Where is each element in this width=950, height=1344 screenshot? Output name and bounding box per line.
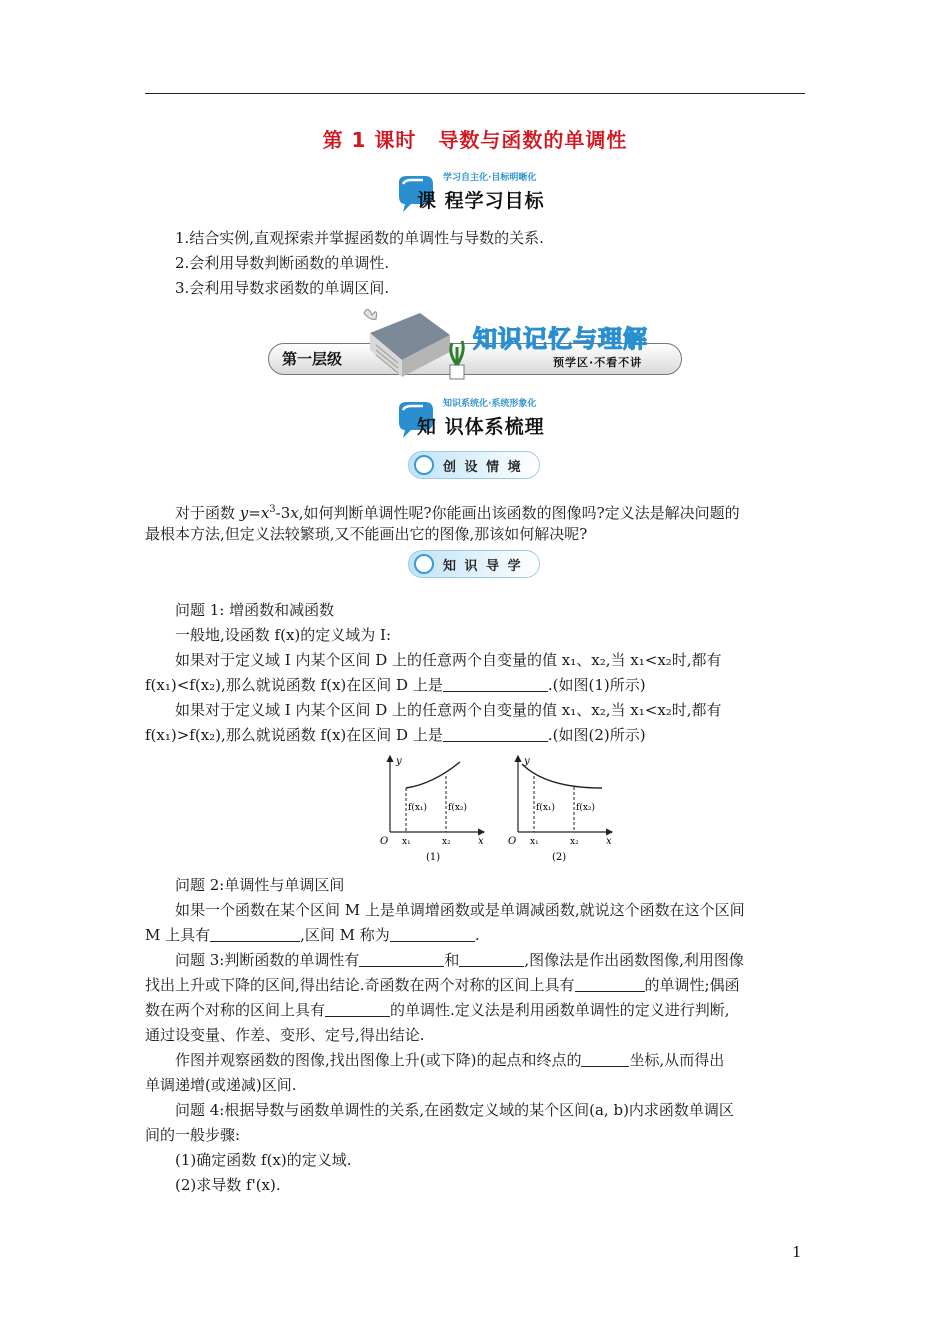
- level-label: 第一层级: [282, 350, 343, 368]
- label-x2: x₂: [442, 837, 451, 847]
- label-fx2: f(x₂): [576, 803, 596, 813]
- q3-line-6: 单调递增(或递减)区间.: [145, 1076, 297, 1094]
- q1-inc-line-2: f(x₁)<f(x₂),那么就说函数 f(x)在区间 D 上是 .(如图(1)所示): [145, 676, 646, 694]
- label-y: y: [524, 756, 530, 767]
- q2-title: 问题 2:单调性与单调区间: [175, 876, 345, 894]
- objectives-tagline: 学习自主化·目标明晰化: [443, 173, 537, 183]
- knowledge-heading: 知 识体系梳理: [417, 416, 545, 438]
- page-number: 1: [792, 1243, 802, 1261]
- blank-coordinate[interactable]: [581, 1051, 629, 1067]
- level-banner: [268, 305, 688, 385]
- objective-3: 3.会利用导数求函数的单调区间.: [175, 279, 390, 297]
- figure-decreasing: [506, 752, 616, 862]
- book-illustration-icon: [350, 305, 475, 385]
- q1-dec-line-1: 如果对于定义域 I 内某个区间 D 上的任意两个自变量的值 x₁、x₂,当 x₁<x₂时,都有: [175, 701, 722, 719]
- q1-inc-line-1: 如果对于定义域 I 内某个区间 D 上的任意两个自变量的值 x₁、x₂,当 x₁<x₂时,都有: [175, 651, 722, 669]
- section-guide-pill: [408, 550, 540, 578]
- blank-monotonicity[interactable]: [210, 926, 300, 942]
- header-rule: [145, 93, 805, 94]
- label-fx2: f(x₂): [448, 803, 468, 813]
- q2-line-1: 如果一个函数在某个区间 M 上是单调增函数或是单调减函数,就说这个函数在这个区间: [175, 901, 745, 919]
- section-scene-pill: [408, 451, 540, 479]
- blank-decreasing[interactable]: [443, 726, 548, 742]
- scene-line-1: 对于函数 $y=x^3-3x$,如何判断单调性呢?你能画出该函数的图像吗?定义法是解决问题的: [175, 504, 740, 522]
- label-x: x: [606, 836, 612, 847]
- title-lesson: 第 1 课时: [322, 128, 417, 152]
- section-guide-label: 知 识 导 学: [443, 559, 523, 574]
- blank-monotonic-interval[interactable]: [390, 926, 475, 942]
- objective-2: 2.会利用导数判断函数的单调性.: [175, 254, 390, 272]
- q3-line-5: 作图并观察函数的图像,找出图像上升(或下降)的起点和终点的 坐标,从而得出: [175, 1051, 725, 1069]
- blank-even-function[interactable]: [325, 1001, 390, 1017]
- label-fx1: f(x₁): [408, 803, 428, 813]
- q3-line-3: 数在两个对称的区间上具有 的单调性.定义法是利用函数单调性的定义进行判断,: [145, 1001, 730, 1019]
- q4-line-1: 问题 4:根据导数与函数单调性的关系,在函数定义域的某个区间(a, b)内求函数单调区: [175, 1101, 734, 1119]
- blank-method-1[interactable]: [359, 951, 444, 967]
- blank-odd-function[interactable]: [575, 976, 645, 992]
- objective-1: 1.结合实例,直观探索并掌握函数的单调性与导数的关系.: [175, 229, 544, 247]
- blank-increasing[interactable]: [443, 676, 548, 692]
- label-x: x: [478, 836, 484, 847]
- title-topic: 导数与函数的单调性: [438, 128, 628, 152]
- q1-dec-line-2: f(x₁)>f(x₂),那么就说函数 f(x)在区间 D 上是 .(如图(2)所示): [145, 726, 646, 744]
- q3-line-1: 问题 3:判断函数的单调性有 和 ,图像法是作出函数图像,利用图像: [175, 951, 744, 969]
- label-x1: x₁: [530, 837, 539, 847]
- figure-increasing: [378, 752, 488, 862]
- level-heading: 知识记忆与理解: [473, 325, 648, 353]
- label-fx1: f(x₁): [536, 803, 556, 813]
- knowledge-banner: [395, 396, 570, 441]
- q3-line-2: 找出上升或下降的区间,得出结论.奇函数在两个对称的区间上具有 的单调性;偶函: [145, 976, 740, 994]
- figure-caption: (1): [426, 852, 441, 862]
- scene-line-2: 最根本方法,但定义法较繁琐,又不能画出它的图像,那该如何解决呢?: [145, 525, 588, 543]
- section-scene-label: 创 设 情 境: [443, 460, 523, 475]
- label-y: y: [396, 756, 402, 767]
- q1-title: 问题 1: 增函数和减函数: [175, 601, 335, 619]
- figure-caption: (2): [552, 852, 567, 862]
- q3-line-4: 通过设变量、作差、变形、定号,得出结论.: [145, 1026, 425, 1044]
- page-title: [0, 124, 950, 153]
- objectives-banner: [395, 170, 570, 215]
- increasing-curve: [406, 762, 460, 788]
- q4-step-2: (2)求导数 f'(x).: [175, 1176, 281, 1194]
- label-x1: x₁: [402, 837, 411, 847]
- clock-icon: [414, 455, 434, 475]
- q4-line-2: 间的一般步骤:: [145, 1126, 241, 1144]
- label-origin: O: [380, 836, 389, 847]
- blank-method-2[interactable]: [459, 951, 524, 967]
- level-subtitle: 预学区·不看不讲: [553, 356, 643, 369]
- label-x2: x₂: [570, 837, 579, 847]
- clock-icon: [414, 554, 434, 574]
- label-origin: O: [508, 836, 517, 847]
- q2-line-2: M 上具有 ,区间 M 称为 .: [145, 926, 480, 944]
- objectives-heading: 课 程学习目标: [417, 190, 545, 212]
- knowledge-tagline: 知识系统化·系统形象化: [443, 399, 537, 409]
- q4-step-1: (1)确定函数 f(x)的定义域.: [175, 1151, 352, 1169]
- q1-definition: 一般地,设函数 f(x)的定义域为 I:: [175, 626, 391, 644]
